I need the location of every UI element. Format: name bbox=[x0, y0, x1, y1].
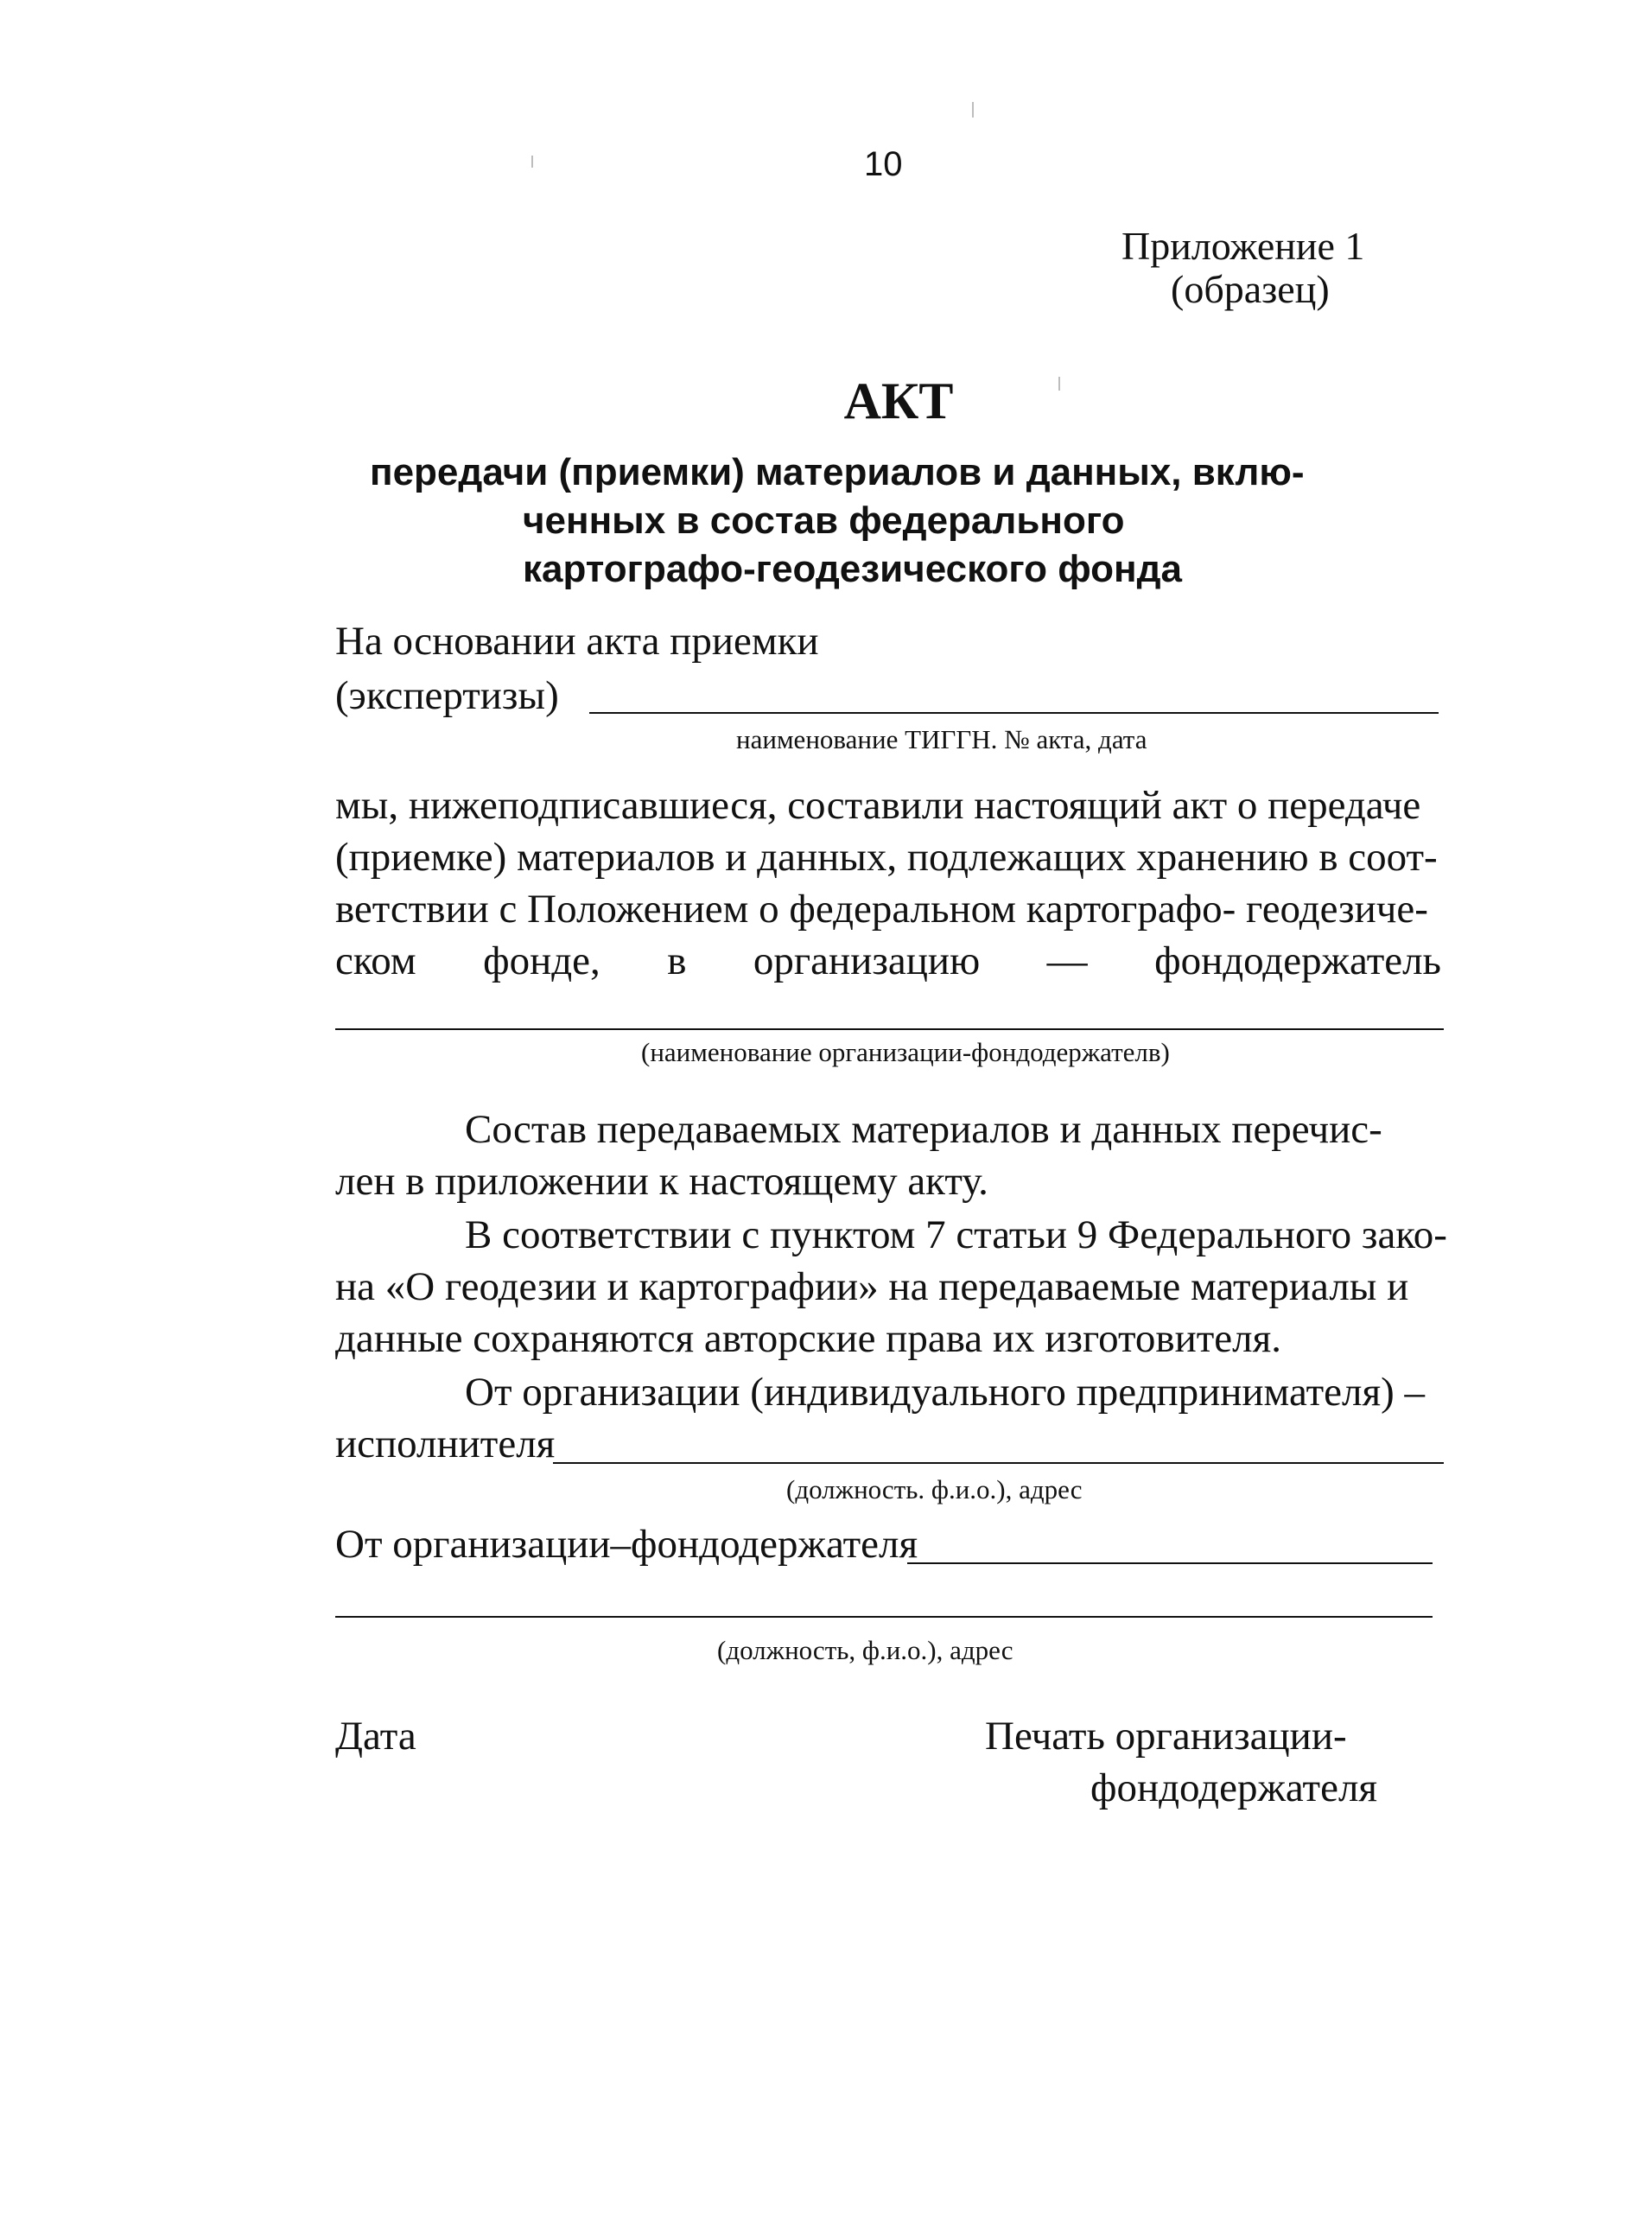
appendix-label: Приложение 1 bbox=[1121, 224, 1365, 268]
holder-caption: (должность, ф.и.о.), адрес bbox=[717, 1635, 1013, 1665]
statement-word: ском bbox=[335, 938, 416, 983]
holder-label: От организации–фондодержателя bbox=[335, 1522, 918, 1567]
law-line: данные сохраняются авторские права их изготовителя. bbox=[335, 1316, 1281, 1361]
basis-text: На основании акта приемки bbox=[335, 619, 819, 664]
act-subtitle-line: передачи (приемки) материалов и данных, вклю- bbox=[370, 451, 1305, 493]
date-label: Дата bbox=[335, 1714, 416, 1759]
statement-line: (приемке) материалов и данных, подлежащих хранению в соот- bbox=[335, 835, 1438, 880]
act-subtitle-line: ченных в состав федерального bbox=[523, 499, 1125, 542]
contractor-label: исполнителя bbox=[335, 1422, 556, 1466]
statement-word: фондодержатель bbox=[1154, 938, 1441, 983]
holder-name-caption: (наименование организации-фондодержателв) bbox=[641, 1037, 1170, 1067]
contractor-fill-line bbox=[553, 1462, 1444, 1464]
act-subtitle-line: картографо-геодезического фонда bbox=[523, 548, 1183, 590]
composition-line: Состав передаваемых материалов и данных перечис- bbox=[465, 1107, 1382, 1152]
stamp-label-continued: фондодержателя bbox=[1090, 1765, 1378, 1810]
statement-word: в bbox=[667, 938, 687, 983]
basis-caption: наименование ТИГГН. № акта, дата bbox=[736, 724, 1147, 754]
statement-line: мы, нижеподписавшиеся, составили настоящий акт о передаче bbox=[335, 783, 1421, 828]
holder-second-fill-line bbox=[335, 1616, 1433, 1618]
stamp-label: Печать организации- bbox=[985, 1714, 1347, 1759]
basis-fill-line bbox=[589, 712, 1439, 714]
appendix-sample-label: (образец) bbox=[1171, 267, 1330, 311]
statement-line: ветствии с Положением о федеральном картографо- геодезиче- bbox=[335, 887, 1428, 932]
page-number: 10 bbox=[864, 145, 903, 183]
statement-word: фонде, bbox=[483, 938, 600, 983]
act-heading: АКТ bbox=[843, 372, 954, 429]
contractor-text: От организации (индивидуального предпринимателя) – bbox=[465, 1370, 1425, 1415]
scan-speck bbox=[972, 102, 974, 118]
composition-line: лен в приложении к настоящему акту. bbox=[335, 1159, 988, 1204]
statement-last-line bbox=[335, 938, 1441, 984]
contractor-caption: (должность. ф.и.о.), адрес bbox=[786, 1474, 1083, 1504]
statement-word: — bbox=[1046, 938, 1088, 983]
statement-word: организацию bbox=[753, 938, 981, 983]
holder-name-fill-line bbox=[335, 1028, 1444, 1030]
scan-speck bbox=[531, 156, 533, 168]
holder-fill-line bbox=[907, 1562, 1433, 1564]
law-line: на «О геодезии и картографии» на передаваемые материалы и bbox=[335, 1264, 1409, 1309]
basis-expertise-label: (экспертизы) bbox=[335, 673, 559, 718]
law-line: В соответствии с пунктом 7 статьи 9 Федерального зако- bbox=[465, 1212, 1447, 1257]
